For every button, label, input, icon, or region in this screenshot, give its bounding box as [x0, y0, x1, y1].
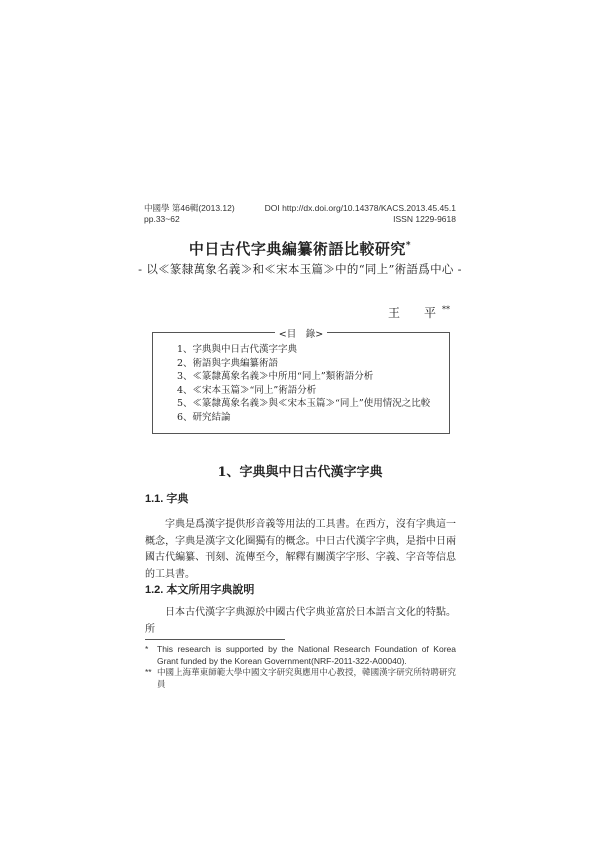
- toc-item: 6、研究結論: [177, 411, 231, 423]
- author: [388, 304, 450, 321]
- toc-item: 2、術語與字典編纂術語: [177, 357, 279, 369]
- page-range: pp.33~62: [144, 214, 180, 224]
- doi-header: [265, 203, 456, 225]
- subsection-heading: 1.1. 字典: [145, 493, 189, 505]
- paragraph-text: 字典是爲漢字提供形音義等用法的工具書。在西方，沒有字典這一概念，字典是漢字文化圈獨有的概念。中日古代漢字字典，是指中日兩國古代編纂、刊刻、流傳至今，解釋有關漢字字形、字義、字音等信息的工具書。: [145, 519, 456, 580]
- footnotes: [145, 644, 456, 690]
- doi-text: DOI http://dx.doi.org/10.14378/KACS.2013.45.45.1: [264, 203, 456, 213]
- journal-header: [144, 203, 235, 225]
- author-name: 王 平: [387, 306, 442, 320]
- journal-info: 中國學 第46輯(2013.12): [144, 203, 235, 213]
- footnote-text: This research is supported by the National Research Foundation of Korea Grant funded by the Korean Government(NRF-2011-322-A00040).: [157, 644, 456, 666]
- paper-subtitle: - 以≪篆隸萬象名義≫和≪宋本玉篇≫中的“同上”術語爲中心 -: [138, 262, 462, 276]
- toc-item: 3、≪篆隸萬象名義≫中所用“同上”類術語分析: [177, 371, 374, 382]
- footnote: [145, 667, 456, 690]
- footnote-mark: *: [145, 644, 149, 654]
- body-paragraph: [145, 517, 456, 583]
- footnote-mark: **: [145, 667, 152, 677]
- toc-heading: [153, 326, 449, 340]
- toc-list: [177, 343, 430, 424]
- table-of-contents: [152, 329, 450, 434]
- toc-item: 4、≪宋本玉篇≫“同上”術語分析: [177, 384, 317, 396]
- section-heading: 1、字典與中日古代漢字字典: [217, 465, 383, 480]
- title-footnote-mark: *: [405, 241, 412, 251]
- paragraph-text: 日本古代漢字字典源於中國古代字典並富於日本語言文化的特點。所: [145, 607, 456, 635]
- footnote-divider: [145, 639, 285, 640]
- body-paragraph: [145, 605, 456, 638]
- author-footnote-mark: **: [442, 305, 450, 314]
- toc-item: 1、字典與中日古代漢字字典: [177, 344, 298, 355]
- subsection-heading: 1.2. 本文所用字典說明: [145, 584, 255, 596]
- paper-title: [0, 238, 600, 259]
- footnote-text: 中國上海華東師範大學中國文字研究與應用中心教授，韓國漢字研究所特聘研究員: [157, 667, 456, 689]
- toc-item: 5、≪篆隸萬象名義≫與≪宋本玉篇≫“同上”使用情況之比較: [177, 398, 431, 409]
- footnote: [145, 644, 456, 667]
- toc-heading-text: <目 錄>: [275, 329, 327, 340]
- paper-title-text: 中日古代字典編纂術語比較研究: [188, 240, 406, 258]
- issn-text: ISSN 1229-9618: [393, 214, 456, 224]
